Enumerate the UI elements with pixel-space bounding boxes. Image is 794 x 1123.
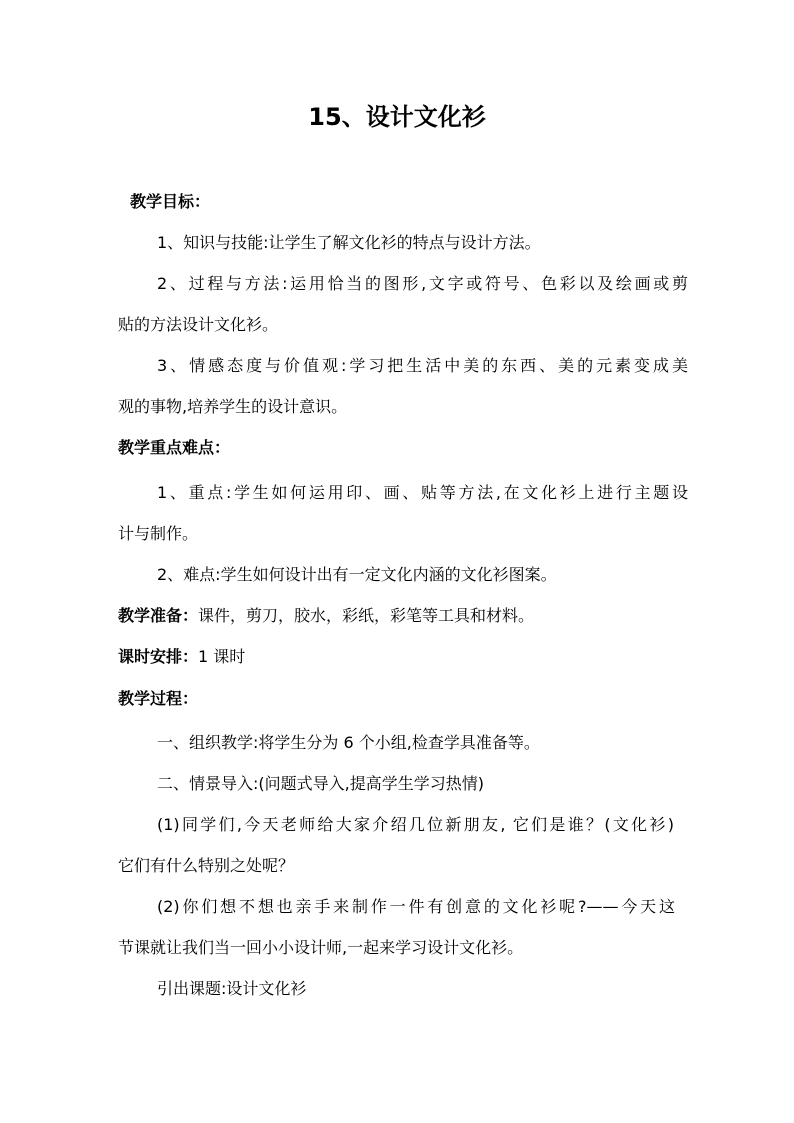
process-question-2-cont: 节课就让我们当一回小小设计师,一起来学习设计文化衫。 (118, 938, 524, 957)
key-point-item-2: 2、难点:学生如何设计出有一定文化内涵的文化衫图案。 (157, 565, 557, 584)
process-heading: 教学过程： (118, 689, 199, 708)
preparation-label: 教学准备： (118, 606, 199, 625)
key-point-item-1-cont: 计与制作。 (118, 524, 199, 543)
objective-item-1: 1、知识与技能:让学生了解文化衫的特点与设计方法。 (157, 233, 541, 252)
process-question-1: (1)同学们,今天老师给大家介绍几位新朋友, 它们是谁？(文化衫) (157, 815, 674, 834)
key-points-heading: 教学重点难点： (118, 438, 231, 457)
preparation-line (118, 604, 688, 628)
process-question-1-cont: 它们有什么特别之处呢？ (118, 856, 295, 875)
objective-item-2-cont: 贴的方法设计文化衫。 (118, 315, 279, 334)
preparation-text: 课件，剪刀，胶水，彩纸，彩笔等工具和材料。 (198, 606, 535, 625)
process-step-2: 二、情景导入:(问题式导入,提高学生学习热情) (157, 774, 484, 793)
schedule-text: 1 课时 (198, 647, 246, 666)
key-point-item-1: 1、重点:学生如何运用印、画、贴等方法,在文化衫上进行主题设 (157, 483, 688, 502)
objectives-heading: 教学目标： (130, 192, 211, 211)
process-lead-topic: 引出课题:设计文化衫 (157, 979, 307, 998)
objective-item-3: 3、情感态度与价值观:学习把生活中美的东西、美的元素变成美 (157, 356, 688, 375)
objective-item-2: 2、过程与方法:运用恰当的图形,文字或符号、色彩以及绘画或剪 (157, 274, 688, 293)
objective-item-3-cont: 观的事物,培养学生的设计意识。 (118, 397, 348, 416)
schedule-label: 课时安排： (118, 647, 199, 666)
process-step-1: 一、组织教学:将学生分为 6 个小组,检查学具准备等。 (157, 733, 540, 752)
schedule-line (118, 645, 688, 669)
process-question-2: (2)你们想不想也亲手来制作一件有创意的文化衫呢?——今天这 (157, 897, 675, 916)
document-title: 15、设计文化衫 (308, 103, 486, 131)
